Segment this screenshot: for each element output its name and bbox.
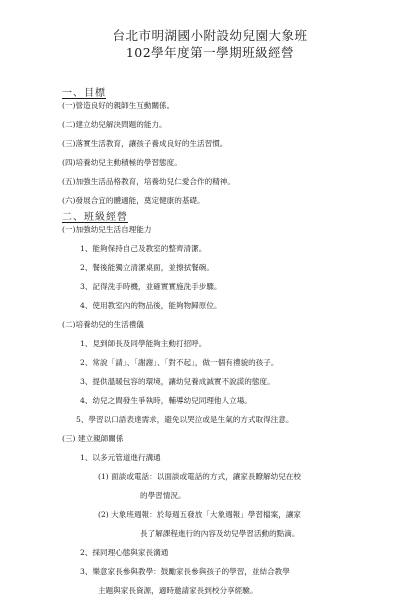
list-item: 4、使用教室內的物品後，能夠物歸原位。 xyxy=(80,301,222,310)
document-title: 台北市明湖國小附設幼兒園大象班 xyxy=(112,28,308,43)
list-item: (六)發展合宜的體適能，奠定健康的基礎。 xyxy=(62,196,205,205)
list-item: 的學習情況。 xyxy=(140,491,186,500)
list-item: 4、幼兒之間發生爭執時，輔導幼兒同理他人立場。 xyxy=(80,396,252,405)
list-item: 5、學習以口語表達需求，避免以哭泣或是生氣的方式取得注意。 xyxy=(76,415,294,424)
list-item: (1) 面談或電話：以面談或電話的方式，讓家長瞭解幼兒在校 xyxy=(98,472,302,481)
list-item: (二)建立幼兒解決問題的能力。 xyxy=(62,120,167,129)
list-item: (五)加強生活品格教育，培養幼兒仁愛合作的精神。 xyxy=(62,177,235,186)
section-heading-goals: 一、目標 xyxy=(62,88,106,99)
list-item: 長了解課程進行的內容及幼兒學習活動的點滴。 xyxy=(140,529,300,538)
list-item: 2、採同理心態與家長溝通 xyxy=(80,548,169,557)
list-item: (四)培養幼兒主動積極的學習態度。 xyxy=(62,158,182,167)
list-item: 2、餐後能獨立清潔桌面，並擦拭餐碗。 xyxy=(80,263,214,272)
section-heading-class-management: 二、班級經營 xyxy=(62,212,128,223)
list-item: 3、記得洗手時機，並確實實施洗手步驟。 xyxy=(80,282,222,291)
group-heading: (二)培養幼兒的生活禮儀 xyxy=(62,320,144,329)
class-management-list xyxy=(62,220,301,600)
list-item: 3、提供溫暖包容的環境，讓幼兒養成誠實不說謊的態度。 xyxy=(80,377,275,386)
list-item: 1、以多元管道進行溝通 xyxy=(80,453,161,462)
group-heading: (三) 建立親師關係 xyxy=(62,434,124,443)
list-item: 1、見到師長及同學能夠主動打招呼。 xyxy=(80,339,207,348)
list-item: 1、能夠保持自己及教室的整齊清潔。 xyxy=(80,244,207,253)
list-item: (一)營造良好的親師生互動關係。 xyxy=(62,101,175,110)
list-item: (三)落實生活教育，讓孩子養成良好的生活習慣。 xyxy=(62,139,228,148)
goals-list xyxy=(62,96,235,210)
list-item: 2、常說「請」、「謝謝」、「對不起」，做一個有禮貌的孩子。 xyxy=(80,358,279,367)
group-heading: (一)加強幼兒生活自理能力 xyxy=(62,225,152,234)
list-item: 主題與家長資源，適時邀請家長到校分享經驗。 xyxy=(98,586,258,595)
list-item: 3、樂意家長參與教學：鼓勵家長參與孩子的學習，並結合教學 xyxy=(80,567,290,576)
document-subtitle: 102學年度第一學期班級經營 xyxy=(125,45,295,60)
list-item: (2) 大象班週報：於每週五發放「大象週報」學習檔案，讓家 xyxy=(98,510,302,519)
